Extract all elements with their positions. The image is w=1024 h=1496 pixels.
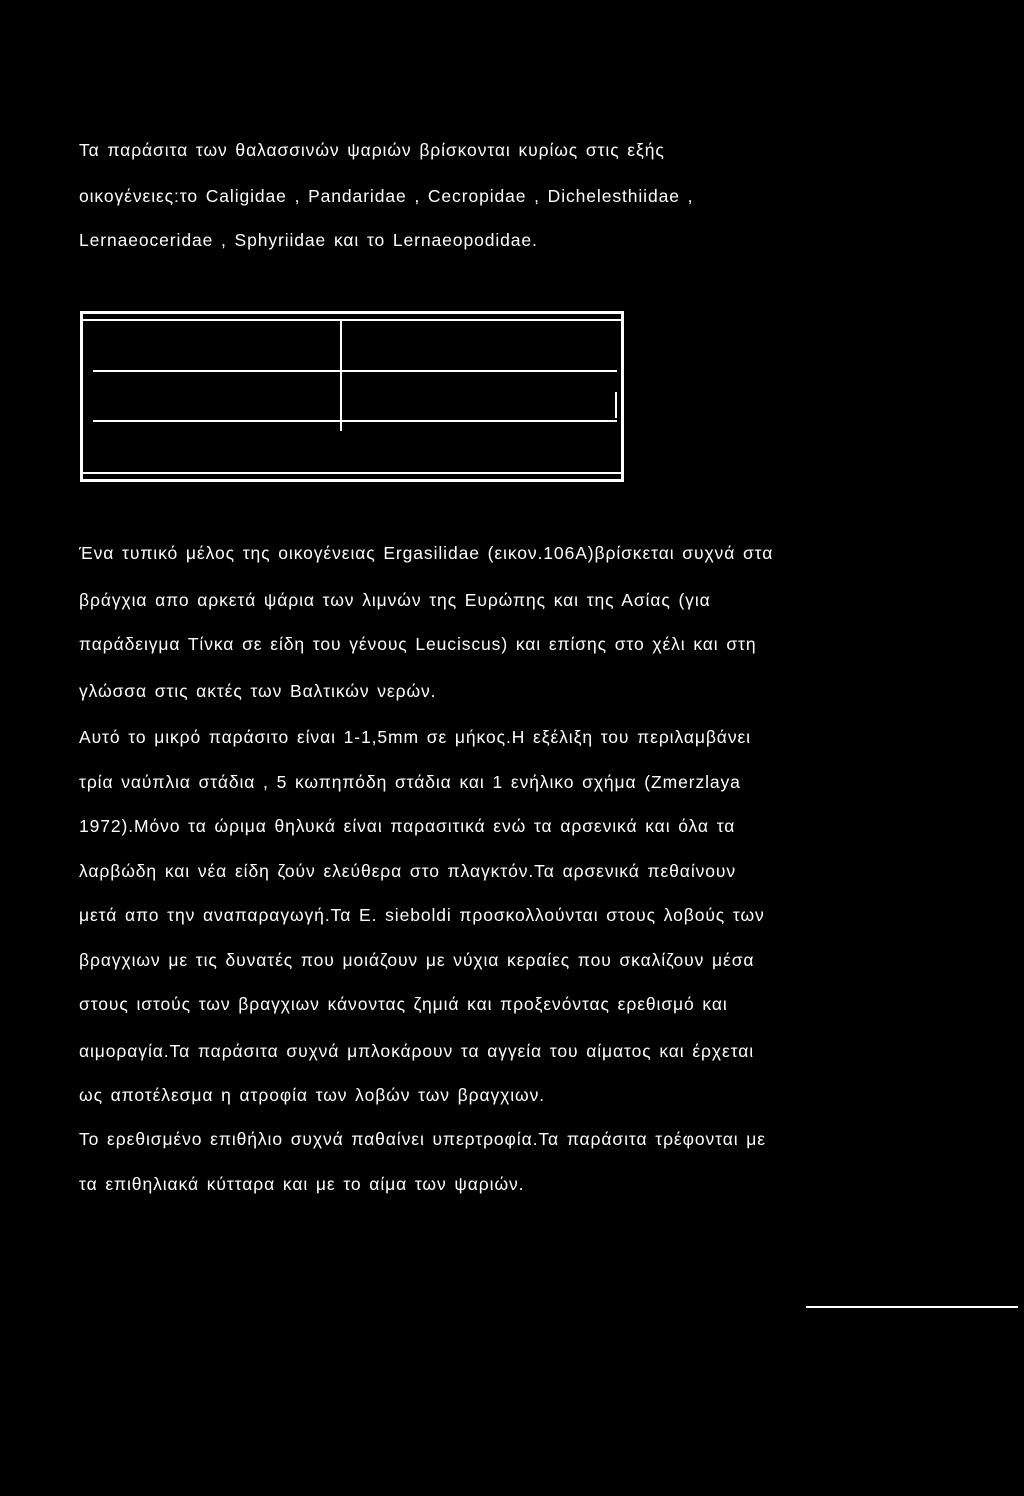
- body-line-6: τρία ναύπλια στάδια , 5 κωπηπόδη στάδια και 1 ενήλικο σχήμα (Zmerzlaya: [79, 772, 741, 792]
- body-line-2: βράγχια απο αρκετά ψάρια των λιμνών της Ευρώπης και της Ασίας (για: [79, 590, 711, 610]
- intro-line-1: Τα παράσιτα των θαλασσινών ψαριών βρίσκονται κυρίως στις εξής: [79, 140, 665, 160]
- intro-line-3: Lernaeoceridae , Sphyriidae και το Lernaeopodidae.: [79, 230, 538, 250]
- body-line-11: στους ιστούς των βραγχιων κάνοντας ζημιά και προξενόντας ερεθισμό και: [79, 994, 728, 1014]
- table-inner-top-rule: [83, 319, 621, 321]
- body-line-8: λαρβώδη και νέα είδη ζούν ελεύθερα στο πλαγκτόν.Τα αρσενικά πεθαίνουν: [79, 861, 737, 881]
- body-line-4: γλώσσα στις ακτές των Βαλτικών νερών.: [79, 681, 437, 701]
- body-line-9: μετά απο την αναπαραγωγή.Τα E. sieboldi προσκολλούνται στους λοβούς των: [79, 905, 765, 925]
- table-right-notch: [615, 392, 617, 418]
- table-column-divider: [340, 319, 342, 431]
- body-line-14: Το ερεθισμένο επιθήλιο συχνά παθαίνει υπερτροφία.Τα παράσιτα τρέφονται με: [79, 1129, 766, 1149]
- body-line-1: Ένα τυπικό μέλος της οικογένειας Ergasilidae (εικον.106A)βρίσκεται συχνά στα: [79, 543, 774, 563]
- body-line-10: βραγχιων με τις δυνατές που μοιάζουν με νύχια κεραίες που σκαλίζουν μέσα: [79, 950, 755, 970]
- body-line-15: τα επιθηλιακά κύτταρα και με το αίμα των ψαριών.: [79, 1174, 525, 1194]
- table-inner-bottom-rule: [83, 472, 621, 474]
- footnote-separator-rule: [806, 1306, 1018, 1308]
- body-line-12: αιμοραγία.Τα παράσιτα συχνά μπλοκάρουν τα αγγεία του αίματος και έρχεται: [79, 1041, 755, 1061]
- body-line-7: 1972).Μόνο τα ώριμα θηλυκά είναι παρασιτικά ενώ τα αρσενικά και όλα τα: [79, 816, 736, 836]
- table-row-divider-1: [93, 370, 617, 372]
- empty-figure-table: [80, 311, 624, 482]
- table-row-divider-2: [93, 420, 617, 422]
- body-line-5: Αυτό το μικρό παράσιτο είναι 1-1,5mm σε μήκος.Η εξέλιξη του περιλαμβάνει: [79, 727, 751, 747]
- body-line-13: ως αποτέλεσμα η ατροφία των λοβών των βραγχιων.: [79, 1085, 546, 1105]
- intro-line-2: οικογένειες:το Caligidae , Pandaridae , Cecropidae , Dichelesthiidae ,: [79, 186, 694, 206]
- body-line-3: παράδειγμα Τίνκα σε είδη του γένους Leuciscus) και επίσης στο χέλι και στη: [79, 634, 757, 654]
